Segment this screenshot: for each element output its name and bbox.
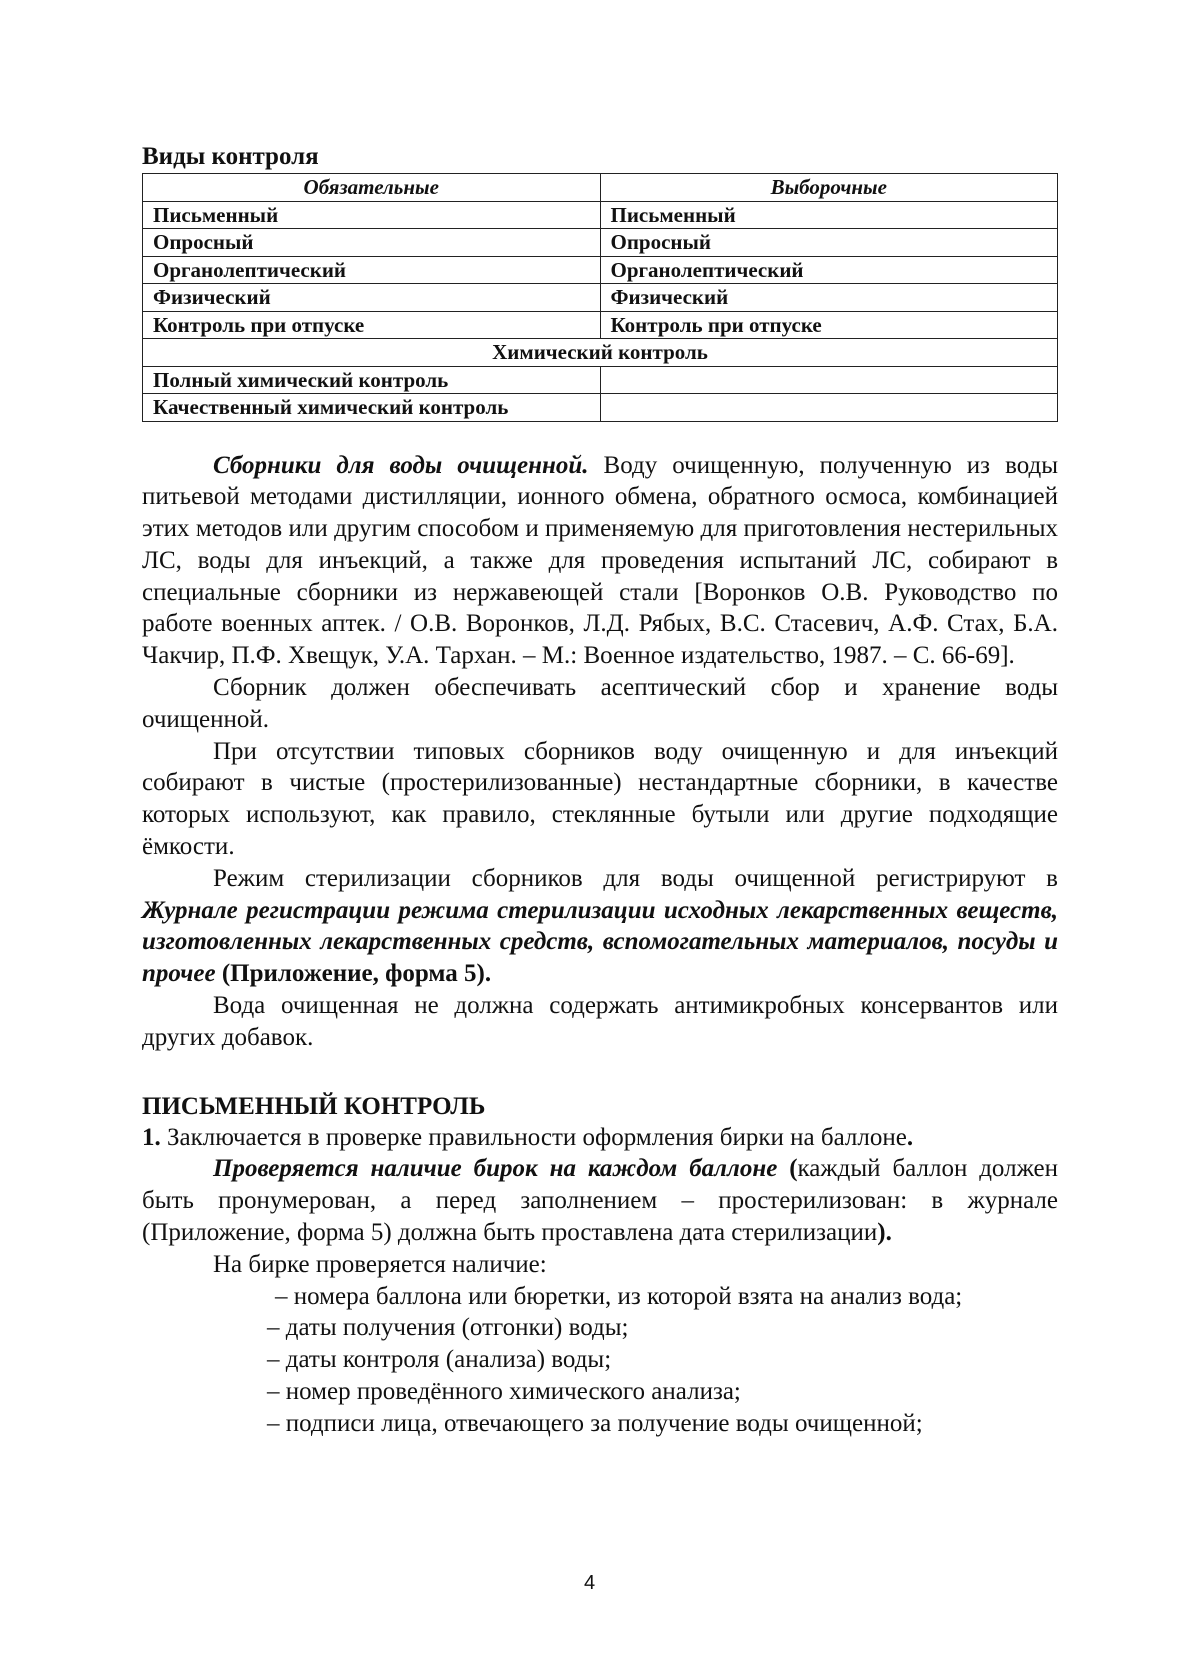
table-cell	[600, 366, 1058, 394]
paragraph-text: Заключается в проверке правильности оформления бирки на баллоне	[160, 1123, 907, 1151]
table-row	[143, 311, 1058, 339]
list-item: – даты контроля (анализа) воды;	[267, 1346, 612, 1374]
paren-close: ).	[877, 1219, 892, 1247]
paragraph-aseptic: Сборник должен обеспечивать асептический сбор и хранение воды очищенной.	[142, 674, 1058, 733]
section-title: Виды контроля	[142, 143, 319, 170]
table-cell: Физический	[143, 284, 601, 312]
paragraph-tags-check	[142, 1153, 1058, 1248]
list-item: – номер проведённого химического анализа;	[267, 1378, 741, 1406]
journal-title: Журнале регистрации режима стерилизации исходных лекарственных веществ, изготовленных лекарственных средств, вспомогательных материалов, посуды и прочее	[142, 896, 1058, 988]
table-cell: Физический	[600, 284, 1058, 312]
table-cell: Качественный химический контроль	[143, 394, 601, 422]
table-cell: Полный химический контроль	[143, 366, 601, 394]
table-chem-header-row	[143, 339, 1058, 367]
paren-open: (	[777, 1155, 798, 1183]
table-cell: Опросный	[143, 229, 601, 257]
paragraph-text: Воду очищенную, полученную из воды питьевой методами дистилляции, ионного обмена, обратного осмоса, комбинацией этих методов или другим способом и применяемую для приготовления нестерильных ЛС, воды для инъекций, а также для проведения испытаний ЛС, собирают в специальные сборники из нержавеющей стали [Воронков О.В. Руководство по работе военных аптек. / О.В. Воронков, Л.Д. Рябых, В.С. Стасевич, А.Ф. Стах, Б.А. Чакчир, П.Ф. Хвещук, У.А. Тархан. – М.: Военное издательство, 1987. – С. 66-69].	[142, 451, 1059, 670]
table-row	[143, 256, 1058, 284]
list-item: – номера баллона или бюретки, из которой взята на анализ вода;	[275, 1282, 963, 1310]
table-header-selective: Выборочные	[600, 174, 1058, 202]
paragraph-item-1	[142, 1122, 1058, 1154]
table-row	[143, 366, 1058, 394]
table-row	[143, 201, 1058, 229]
table-header-mandatory: Обязательные	[143, 174, 601, 202]
paragraph-nonstandard: При отсутствии типовых сборников воду очищенную и для инъекций собирают в чистые (простерилизованные) нестандартные сборники, в качестве которых используют, как правило, стеклянные бутыли или другие подходящие ёмкости.	[142, 737, 1058, 861]
table-header-row	[143, 174, 1058, 202]
table-row	[143, 229, 1058, 257]
paragraph-preservatives: Вода очищенная не должна содержать антимикробных консервантов или других добавок.	[142, 992, 1058, 1051]
control-types-table	[142, 173, 1058, 422]
page-number: 4	[583, 1572, 596, 1594]
table-cell: Опросный	[600, 229, 1058, 257]
paragraph-tag-contents: На бирке проверяется наличие:	[213, 1250, 547, 1278]
table-cell: Органолептический	[600, 256, 1058, 284]
table-cell: Органолептический	[143, 256, 601, 284]
table-row	[143, 284, 1058, 312]
table-cell	[600, 394, 1058, 422]
table-row	[143, 394, 1058, 422]
paragraph-text: каждый баллон должен быть пронумерован, а перед заполнением – простерилизован: в журнале (Приложение, форма 5) должна быть проставлена дата стерилизации	[142, 1155, 1058, 1247]
chem-control-header: Химический контроль	[143, 339, 1058, 367]
table-cell: Контроль при отпуске	[600, 311, 1058, 339]
item-period: .	[906, 1123, 914, 1151]
paragraph-lead: Сборники для воды очищенной.	[213, 451, 589, 479]
paragraph-collectors	[142, 450, 1058, 673]
appendix-reference: (Приложение, форма 5).	[215, 960, 492, 988]
item-number: 1.	[142, 1123, 161, 1151]
paragraph-text: Режим стерилизации сборников для воды очищенной регистрируют в	[213, 864, 1058, 892]
tag-requirements-list	[142, 1281, 1058, 1440]
document-page	[142, 142, 1058, 1440]
table-cell: Контроль при отпуске	[143, 311, 601, 339]
list-item: – даты получения (отгонки) воды;	[267, 1314, 629, 1342]
section-heading: ПИСЬМЕННЫЙ КОНТРОЛЬ	[142, 1092, 486, 1120]
paragraph-lead: Проверяется наличие бирок на каждом баллоне	[213, 1155, 778, 1183]
table-cell: Письменный	[143, 201, 601, 229]
list-item: – подписи лица, отвечающего за получение воды очищенной;	[267, 1409, 923, 1437]
paragraph-sterilization-journal	[142, 863, 1058, 990]
table-cell: Письменный	[600, 201, 1058, 229]
